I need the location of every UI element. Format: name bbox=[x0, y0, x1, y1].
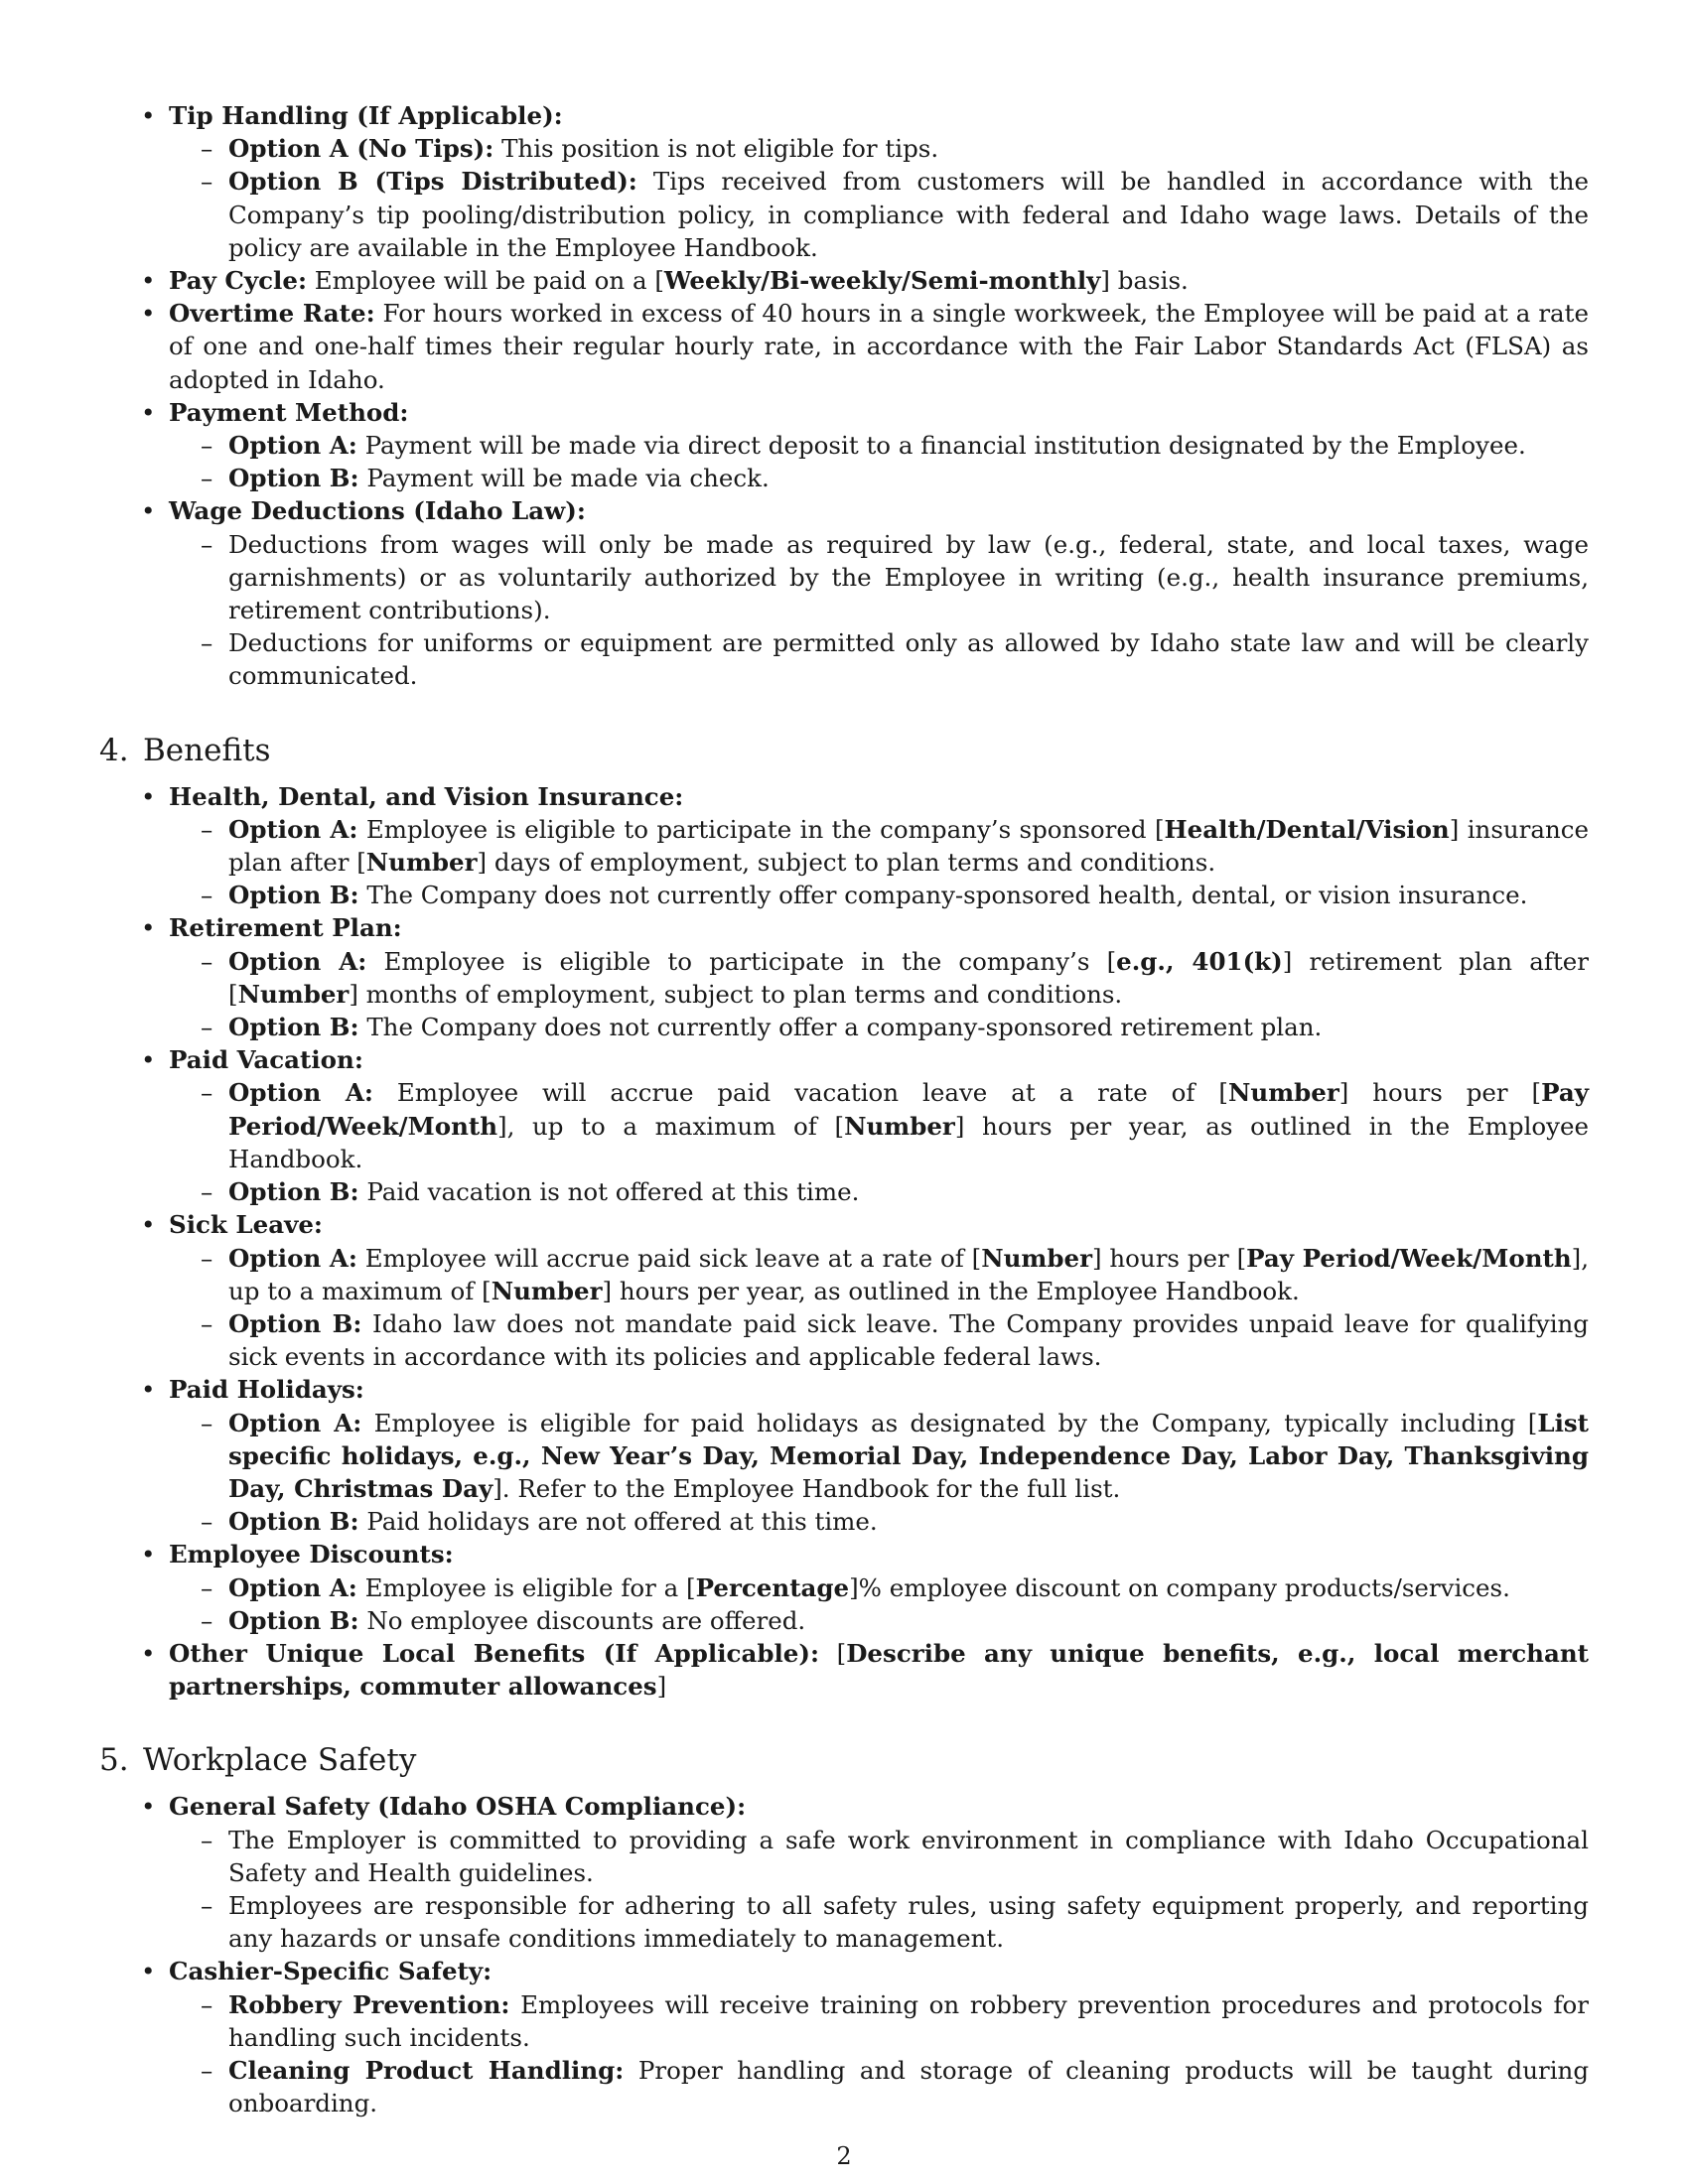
compensation-list bbox=[99, 99, 1589, 693]
section-heading-workplace-safety bbox=[99, 1740, 1589, 1780]
section-number: 5. bbox=[99, 1742, 129, 1779]
vacation-option-a: – Option A: Employee will accrue paid vacation leave at a rate of [Number] hours per [Pay Period/Week/Month], up to a maximum of [Number] hours per year, as outlined in the Employee Handbook. bbox=[169, 1076, 1589, 1175]
tip-option-a: – Option A (No Tips): This position is not eligible for tips. bbox=[169, 132, 1589, 165]
holidays-option-b: – Option B: Paid holidays are not offered at this time. bbox=[169, 1505, 1589, 1538]
sick-leave-item: • Sick Leave: – Option A: Employee will accrue paid sick leave at a rate of [Number] hours per [Pay Period/Week/Month], up to a maximum of [Number] hours per year, as outlined in the Employee Handbook. – Option B: Idaho law does not mandate paid sick leave. The Company provides unpaid leave for qualifying sick events in accordance with its policies and applicable federal laws. bbox=[99, 1208, 1589, 1373]
vacation-option-b: – Option B: Paid vacation is not offered at this time. bbox=[169, 1175, 1589, 1208]
discounts-item: • Employee Discounts: – Option A: Employee is eligible for a [Percentage]% employee discount on company products/services. – Option B: No employee discounts are offered. bbox=[99, 1538, 1589, 1637]
section-number: 4. bbox=[99, 732, 129, 768]
tip-handling-item bbox=[99, 99, 1589, 264]
wage-deductions-item bbox=[99, 494, 1589, 692]
payment-option-a: – Option A: Payment will be made via direct deposit to a financial institution designated by the Employee. bbox=[169, 429, 1589, 462]
payment-method-item bbox=[99, 396, 1589, 495]
pay-cycle-item: • Pay Cycle: Employee will be paid on a [Weekly/Bi-weekly/Semi-monthly] basis. bbox=[99, 264, 1589, 297]
general-safety-item: • General Safety (Idaho OSHA Compliance): – The Employer is committed to providing a safe work environment in compliance with Idaho Occupational Safety and Health guidelines. – Employees are responsible for adhering to all safety rules, using safety equipment properly, and reporting any hazards or unsafe conditions immediately to management. bbox=[99, 1790, 1589, 1955]
general-safety-point-2: – Employees are responsible for adhering to all safety rules, using safety equipment properly, and reporting any hazards or unsafe conditions immediately to management. bbox=[169, 1889, 1589, 1955]
safety-list bbox=[99, 1790, 1589, 2119]
benefits-list bbox=[99, 780, 1589, 1704]
other-benefits-item: • Other Unique Local Benefits (If Applicable): [Describe any unique benefits, e.g., local merchant partnerships, commuter allowances] bbox=[99, 1637, 1589, 1703]
payment-method-title: Payment Method: bbox=[169, 397, 409, 427]
tip-option-b: – Option B (Tips Distributed): Tips received from customers will be handled in accordance with the Company’s tip pooling/distribution policy, in compliance with federal and Idaho wage laws. Details of the policy are available in the Employee Handbook. bbox=[169, 165, 1589, 264]
vacation-item: • Paid Vacation: – Option A: Employee will accrue paid vacation leave at a rate of [Number] hours per [Pay Period/Week/Month], up to a maximum of [Number] hours per year, as outlined in the Employee Handbook. – Option B: Paid vacation is not offered at this time. bbox=[99, 1043, 1589, 1208]
holidays-option-a: – Option A: Employee is eligible for paid holidays as designated by the Company, typically including [List specific holidays, e.g., New Year’s Day, Memorial Day, Independence Day, Labor Day, Thanksgiving Day, Christmas Day]. Refer to the Employee Handbook for the full list. bbox=[169, 1407, 1589, 1506]
tip-handling-title: Tip Handling (If Applicable): bbox=[169, 101, 563, 130]
health-option-b: – Option B: The Company does not currently offer company-sponsored health, dental, or vision insurance. bbox=[169, 879, 1589, 911]
page-content bbox=[99, 99, 1589, 2119]
general-safety-point-1: – The Employer is committed to providing a safe work environment in compliance with Idaho Occupational Safety and Health guidelines. bbox=[169, 1824, 1589, 1889]
page-number: 2 bbox=[836, 2142, 852, 2170]
section-title: Workplace Safety bbox=[143, 1742, 417, 1779]
health-insurance-item: • Health, Dental, and Vision Insurance: – Option A: Employee is eligible to participate in the company’s sponsored [Health/Dental/Vision] insurance plan after [Number] days of employment, subject to plan terms and conditions. – Option B: The Company does not currently offer company-sponsored health, dental, or vision insurance. bbox=[99, 780, 1589, 912]
discounts-option-b: – Option B: No employee discounts are offered. bbox=[169, 1604, 1589, 1637]
sick-option-a: – Option A: Employee will accrue paid sick leave at a rate of [Number] hours per [Pay Period/Week/Month], up to a maximum of [Number] hours per year, as outlined in the Employee Handbook. bbox=[169, 1242, 1589, 1307]
retirement-option-b: – Option B: The Company does not currently offer a company-sponsored retirement plan. bbox=[169, 1011, 1589, 1043]
sick-option-b: – Option B: Idaho law does not mandate paid sick leave. The Company provides unpaid leave for qualifying sick events in accordance with its policies and applicable federal laws. bbox=[169, 1307, 1589, 1373]
payment-option-b: – Option B: Payment will be made via check. bbox=[169, 462, 1589, 494]
retirement-item: • Retirement Plan: – Option A: Employee is eligible to participate in the company’s [e.g., 401(k)] retirement plan after [Number] months of employment, subject to plan terms and conditions. – Option B: The Company does not currently offer a company-sponsored retirement plan. bbox=[99, 911, 1589, 1043]
cashier-safety-item: • Cashier-Specific Safety: – Robbery Prevention: Employees will receive training on robbery prevention procedures and protocols for handling such incidents. – Cleaning Product Handling: Proper handling and storage of cleaning products will be taught during onboarding. bbox=[99, 1955, 1589, 2119]
section-title: Benefits bbox=[143, 732, 271, 768]
discounts-option-a: – Option A: Employee is eligible for a [Percentage]% employee discount on company products/services. bbox=[169, 1571, 1589, 1604]
retirement-option-a: – Option A: Employee is eligible to participate in the company’s [e.g., 401(k)] retirement plan after [Number] months of employment, subject to plan terms and conditions. bbox=[169, 945, 1589, 1011]
robbery-prevention-point: – Robbery Prevention: Employees will receive training on robbery prevention procedures and protocols for handling such incidents. bbox=[169, 1988, 1589, 2054]
section-heading-benefits bbox=[99, 731, 1589, 770]
wage-deductions-title: Wage Deductions (Idaho Law): bbox=[169, 496, 586, 526]
holidays-item: • Paid Holidays: – Option A: Employee is eligible for paid holidays as designated by the Company, typically including [List specific holidays, e.g., New Year’s Day, Memorial Day, Independence Day, Labor Day, Thanksgiving Day, Christmas Day]. Refer to the Employee Handbook for the full list. – Option B: Paid holidays are not offered at this time. bbox=[99, 1373, 1589, 1538]
overtime-item: • Overtime Rate: For hours worked in excess of 40 hours in a single workweek, the Employee will be paid at a rate of one and one-half times their regular hourly rate, in accordance with the Fair Labor Standards Act (FLSA) as adopted in Idaho. bbox=[99, 297, 1589, 396]
deductions-point-2: – Deductions for uniforms or equipment are permitted only as allowed by Idaho state law and will be clearly communicated. bbox=[169, 626, 1589, 692]
health-option-a: – Option A: Employee is eligible to participate in the company’s sponsored [Health/Dental/Vision] insurance plan after [Number] days of employment, subject to plan terms and conditions. bbox=[169, 813, 1589, 879]
cleaning-product-point: – Cleaning Product Handling: Proper handling and storage of cleaning products will be taught during onboarding. bbox=[169, 2054, 1589, 2119]
deductions-point-1: – Deductions from wages will only be made as required by law (e.g., federal, state, and local taxes, wage garnishments) or as voluntarily authorized by the Employee in writing (e.g., health insurance premiums, retirement contributions). bbox=[169, 528, 1589, 627]
